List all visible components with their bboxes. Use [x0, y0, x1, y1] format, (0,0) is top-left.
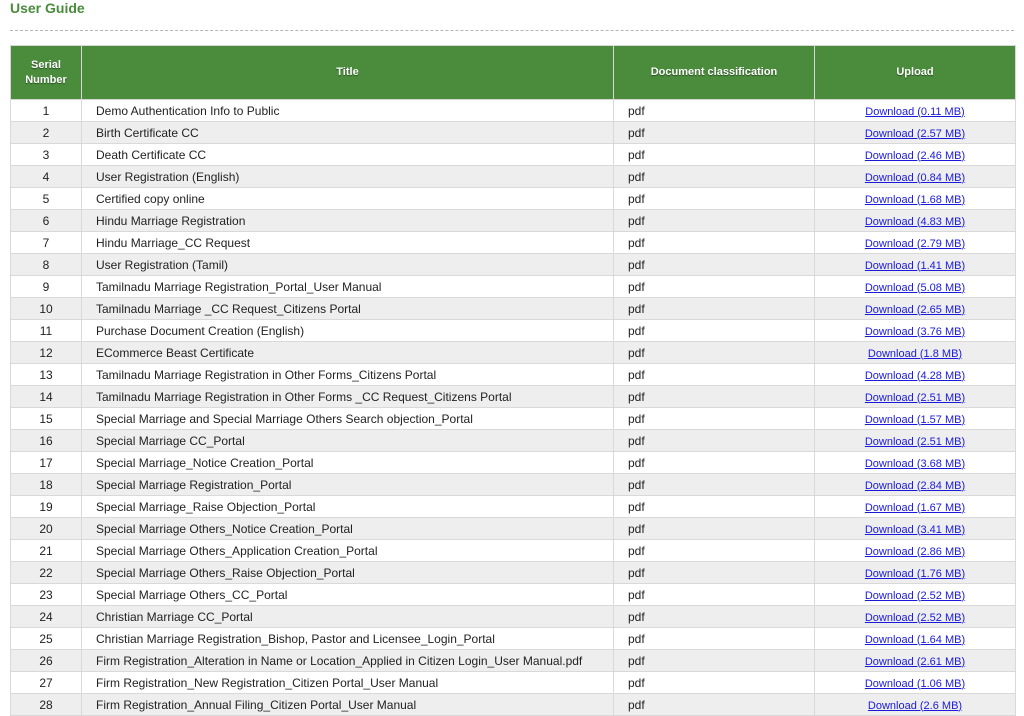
download-link[interactable]: Download (1.68 MB): [864, 193, 966, 206]
serial-number-cell: 20: [11, 518, 82, 540]
download-link[interactable]: Download (1.67 MB): [864, 501, 966, 514]
upload-cell: [815, 650, 1016, 672]
table-row: [11, 144, 1016, 166]
table-row: [11, 122, 1016, 144]
table-row: [11, 518, 1016, 540]
upload-cell: [815, 232, 1016, 254]
download-link[interactable]: Download (2.52 MB): [864, 589, 966, 602]
upload-cell: [815, 276, 1016, 298]
download-link[interactable]: Download (2.6 MB): [867, 699, 963, 712]
upload-cell: [815, 584, 1016, 606]
title-cell: Special Marriage_Raise Objection_Portal: [82, 496, 614, 518]
title-cell: Christian Marriage Registration_Bishop, Pastor and Licensee_Login_Portal: [82, 628, 614, 650]
upload-cell: [815, 430, 1016, 452]
upload-cell: [815, 342, 1016, 364]
classification-cell: pdf: [614, 144, 815, 166]
classification-cell: pdf: [614, 474, 815, 496]
title-cell: User Registration (Tamil): [82, 254, 614, 276]
title-cell: Special Marriage Registration_Portal: [82, 474, 614, 496]
title-cell: Special Marriage_Notice Creation_Portal: [82, 452, 614, 474]
serial-number-cell: 15: [11, 408, 82, 430]
upload-cell: [815, 518, 1016, 540]
download-link[interactable]: Download (2.61 MB): [864, 655, 966, 668]
download-link[interactable]: Download (0.11 MB): [865, 105, 965, 118]
table-row: [11, 254, 1016, 276]
upload-cell: [815, 298, 1016, 320]
classification-cell: pdf: [614, 386, 815, 408]
upload-cell: [815, 408, 1016, 430]
title-cell: User Registration (English): [82, 166, 614, 188]
table-row: [11, 364, 1016, 386]
upload-cell: [815, 364, 1016, 386]
download-link[interactable]: Download (2.65 MB): [864, 303, 966, 316]
upload-cell: [815, 540, 1016, 562]
classification-cell: pdf: [614, 540, 815, 562]
serial-number-cell: 4: [11, 166, 82, 188]
upload-cell: [815, 386, 1016, 408]
classification-cell: pdf: [614, 166, 815, 188]
serial-number-cell: 24: [11, 606, 82, 628]
download-link[interactable]: Download (1.06 MB): [864, 677, 966, 690]
title-cell: Birth Certificate CC: [82, 122, 614, 144]
table-row: [11, 452, 1016, 474]
classification-cell: pdf: [614, 100, 815, 122]
table-row: [11, 540, 1016, 562]
serial-number-cell: 17: [11, 452, 82, 474]
table-row: [11, 342, 1016, 364]
table-row: [11, 584, 1016, 606]
title-cell: Firm Registration_Alteration in Name or Location_Applied in Citizen Login_User Manual.pdf: [82, 650, 614, 672]
table-row: [11, 628, 1016, 650]
table-row: [11, 210, 1016, 232]
serial-number-cell: 27: [11, 672, 82, 694]
title-cell: Tamilnadu Marriage Registration_Portal_User Manual: [82, 276, 614, 298]
download-link[interactable]: Download (2.57 MB): [864, 127, 966, 140]
download-link[interactable]: Download (4.28 MB): [864, 369, 966, 382]
upload-cell: [815, 452, 1016, 474]
download-link[interactable]: Download (1.57 MB): [864, 413, 966, 426]
download-link[interactable]: Download (1.41 MB): [864, 259, 966, 272]
title-cell: Special Marriage Others_CC_Portal: [82, 584, 614, 606]
classification-cell: pdf: [614, 606, 815, 628]
serial-number-cell: 22: [11, 562, 82, 584]
serial-number-cell: 11: [11, 320, 82, 342]
download-link[interactable]: Download (2.51 MB): [864, 391, 966, 404]
upload-cell: [815, 562, 1016, 584]
classification-cell: pdf: [614, 210, 815, 232]
download-link[interactable]: Download (3.41 MB): [864, 523, 966, 536]
classification-cell: pdf: [614, 408, 815, 430]
upload-cell: [815, 628, 1016, 650]
serial-number-cell: 16: [11, 430, 82, 452]
serial-number-cell: 21: [11, 540, 82, 562]
upload-cell: [815, 254, 1016, 276]
title-divider: [10, 30, 1014, 31]
serial-number-cell: 6: [11, 210, 82, 232]
table-row: [11, 496, 1016, 518]
header-upload: Upload: [815, 46, 1016, 100]
table-row: [11, 188, 1016, 210]
table-row: [11, 430, 1016, 452]
classification-cell: pdf: [614, 452, 815, 474]
serial-number-cell: 9: [11, 276, 82, 298]
title-cell: Tamilnadu Marriage Registration in Other Forms_Citizens Portal: [82, 364, 614, 386]
title-cell: Firm Registration_Annual Filing_Citizen Portal_User Manual: [82, 694, 614, 716]
table-row: [11, 320, 1016, 342]
classification-cell: pdf: [614, 298, 815, 320]
classification-cell: pdf: [614, 122, 815, 144]
title-cell: ECommerce Beast Certificate: [82, 342, 614, 364]
classification-cell: pdf: [614, 364, 815, 386]
title-cell: Firm Registration_New Registration_Citizen Portal_User Manual: [82, 672, 614, 694]
upload-cell: [815, 496, 1016, 518]
table-row: [11, 100, 1016, 122]
download-link[interactable]: Download (2.84 MB): [864, 479, 966, 492]
upload-cell: [815, 320, 1016, 342]
download-link[interactable]: Download (1.64 MB): [864, 633, 966, 646]
classification-cell: pdf: [614, 232, 815, 254]
title-cell: Tamilnadu Marriage Registration in Other Forms _CC Request_Citizens Portal: [82, 386, 614, 408]
download-link[interactable]: Download (0.84 MB): [864, 171, 966, 184]
table-row: [11, 166, 1016, 188]
classification-cell: pdf: [614, 276, 815, 298]
download-link[interactable]: Download (4.83 MB): [864, 215, 966, 228]
download-link[interactable]: Download (5.08 MB): [864, 281, 966, 294]
serial-number-cell: 7: [11, 232, 82, 254]
table-row: [11, 386, 1016, 408]
serial-number-cell: 8: [11, 254, 82, 276]
table-row: [11, 474, 1016, 496]
title-cell: Special Marriage Others_Notice Creation_Portal: [82, 518, 614, 540]
upload-cell: [815, 606, 1016, 628]
serial-number-cell: 14: [11, 386, 82, 408]
table-row: [11, 562, 1016, 584]
title-cell: Special Marriage Others_Application Creation_Portal: [82, 540, 614, 562]
serial-number-cell: 13: [11, 364, 82, 386]
classification-cell: pdf: [614, 320, 815, 342]
classification-cell: pdf: [614, 694, 815, 716]
header-document-classification: Document classification: [614, 46, 815, 100]
classification-cell: pdf: [614, 628, 815, 650]
table-row: [11, 650, 1016, 672]
upload-cell: [815, 144, 1016, 166]
download-link[interactable]: Download (1.76 MB): [864, 567, 966, 580]
title-cell: Demo Authentication Info to Public: [82, 100, 614, 122]
classification-cell: pdf: [614, 430, 815, 452]
serial-number-cell: 12: [11, 342, 82, 364]
download-link[interactable]: Download (3.76 MB): [864, 325, 966, 338]
table-row: [11, 276, 1016, 298]
title-cell: Certified copy online: [82, 188, 614, 210]
table-row: [11, 694, 1016, 716]
table-row: [11, 606, 1016, 628]
classification-cell: pdf: [614, 342, 815, 364]
classification-cell: pdf: [614, 254, 815, 276]
upload-cell: [815, 100, 1016, 122]
classification-cell: pdf: [614, 496, 815, 518]
download-link[interactable]: Download (2.79 MB): [864, 237, 966, 250]
classification-cell: pdf: [614, 562, 815, 584]
upload-cell: [815, 210, 1016, 232]
title-cell: Special Marriage and Special Marriage Others Search objection_Portal: [82, 408, 614, 430]
download-link[interactable]: Download (2.46 MB): [864, 149, 966, 162]
serial-number-cell: 23: [11, 584, 82, 606]
upload-cell: [815, 474, 1016, 496]
title-cell: Purchase Document Creation (English): [82, 320, 614, 342]
serial-number-cell: 25: [11, 628, 82, 650]
download-link[interactable]: Download (3.68 MB): [864, 457, 966, 470]
serial-number-cell: 1: [11, 100, 82, 122]
serial-number-cell: 2: [11, 122, 82, 144]
serial-number-cell: 26: [11, 650, 82, 672]
classification-cell: pdf: [614, 188, 815, 210]
classification-cell: pdf: [614, 518, 815, 540]
table-row: [11, 408, 1016, 430]
table-row: [11, 232, 1016, 254]
upload-cell: [815, 122, 1016, 144]
table-row: [11, 672, 1016, 694]
upload-cell: [815, 188, 1016, 210]
classification-cell: pdf: [614, 650, 815, 672]
serial-number-cell: 10: [11, 298, 82, 320]
classification-cell: pdf: [614, 584, 815, 606]
download-link[interactable]: Download (2.86 MB): [864, 545, 966, 558]
download-link[interactable]: Download (2.52 MB): [864, 611, 966, 624]
header-title: Title: [82, 46, 614, 100]
table-row: [11, 298, 1016, 320]
upload-cell: [815, 672, 1016, 694]
title-cell: Christian Marriage CC_Portal: [82, 606, 614, 628]
serial-number-cell: 18: [11, 474, 82, 496]
title-cell: Hindu Marriage_CC Request: [82, 232, 614, 254]
title-cell: Special Marriage Others_Raise Objection_Portal: [82, 562, 614, 584]
table-header-row: [11, 46, 1016, 100]
download-link[interactable]: Download (1.8 MB): [867, 347, 963, 360]
serial-number-cell: 5: [11, 188, 82, 210]
serial-number-cell: 3: [11, 144, 82, 166]
user-guide-table: [10, 45, 1016, 716]
title-cell: Hindu Marriage Registration: [82, 210, 614, 232]
title-cell: Death Certificate CC: [82, 144, 614, 166]
page-title: User Guide: [10, 0, 85, 16]
serial-number-cell: 19: [11, 496, 82, 518]
header-serial-number: Serial Number: [11, 46, 82, 100]
upload-cell: [815, 694, 1016, 716]
classification-cell: pdf: [614, 672, 815, 694]
title-cell: Special Marriage CC_Portal: [82, 430, 614, 452]
title-cell: Tamilnadu Marriage _CC Request_Citizens Portal: [82, 298, 614, 320]
download-link[interactable]: Download (2.51 MB): [864, 435, 966, 448]
upload-cell: [815, 166, 1016, 188]
serial-number-cell: 28: [11, 694, 82, 716]
